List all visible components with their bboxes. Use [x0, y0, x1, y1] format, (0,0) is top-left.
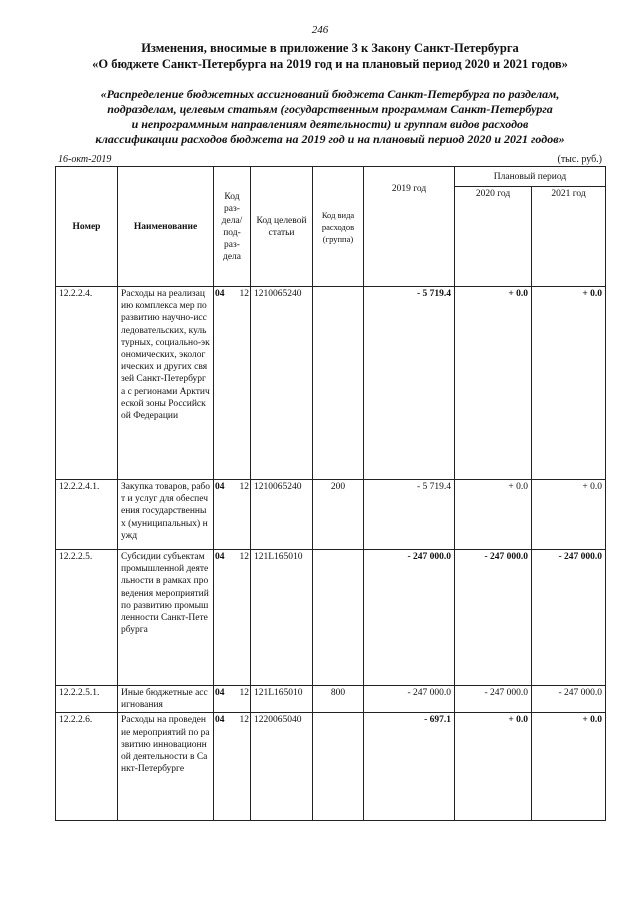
row-subsection-code: 12 — [239, 552, 249, 562]
row-name: Закупка товаров, работ и услуг для обеспечения государственных (муниципальных) нужд — [118, 480, 214, 550]
row-amount-2021: + 0.0 — [532, 480, 606, 550]
units-label: (тыс. руб.) — [557, 154, 602, 165]
row-amount-2019: - 697.1 — [364, 713, 455, 821]
row-amount-2020: - 247 000.0 — [455, 686, 532, 713]
header-section: Код раз-дела/под-раз-дела — [214, 167, 251, 287]
header-planned: Плановый период — [455, 167, 606, 187]
table-row — [56, 713, 606, 821]
row-amount-2021: - 247 000.0 — [532, 686, 606, 713]
row-number: 12.2.2.4. — [56, 287, 118, 480]
row-amount-2019: - 247 000.0 — [364, 550, 455, 686]
row-target-code: 1220065040 — [251, 713, 313, 821]
header-2020: 2020 год — [455, 187, 532, 287]
table-row — [56, 287, 606, 480]
title-line-1: Изменения, вносимые в приложение 3 к Закону Санкт-Петербурга — [141, 41, 519, 55]
row-number: 12.2.2.6. — [56, 713, 118, 821]
row-name: Иные бюджетные ассигнования — [118, 686, 214, 713]
row-section — [214, 713, 251, 821]
row-section — [214, 480, 251, 550]
subtitle-line-3: и непрограммным направлениям деятельности) и группам видов расходов — [131, 117, 529, 131]
row-amount-2021: - 247 000.0 — [532, 550, 606, 686]
header-row — [56, 167, 606, 187]
row-amount-2019: - 247 000.0 — [364, 686, 455, 713]
row-target-code: 1210065240 — [251, 287, 313, 480]
row-amount-2019: - 5 719.4 — [364, 287, 455, 480]
header-expense-type: Код вида расходов (группа) — [313, 167, 364, 287]
row-amount-2019: - 5 719.4 — [364, 480, 455, 550]
row-subsection-code: 12 — [239, 715, 249, 726]
row-section — [214, 287, 251, 480]
row-section-code: 04 — [215, 688, 225, 698]
subtitle-line-1: «Распределение бюджетных ассигнований бюджета Санкт-Петербурга по разделам, — [100, 87, 560, 101]
subtitle-line-4: классификации расходов бюджета на 2019 год и на плановый период 2020 и 2021 годов» — [95, 132, 565, 146]
budget-table — [55, 166, 606, 821]
row-subsection-code: 12 — [239, 688, 249, 698]
row-section — [214, 686, 251, 713]
row-section — [214, 550, 251, 686]
header-name: Наименование — [118, 167, 214, 287]
row-subsection-code: 12 — [239, 482, 249, 492]
row-amount-2020: + 0.0 — [455, 480, 532, 550]
row-section-code: 04 — [215, 715, 225, 726]
header-target: Код целевой статьи — [251, 167, 313, 287]
row-subsection-code: 12 — [239, 289, 249, 299]
row-target-code: 121L165010 — [251, 686, 313, 713]
row-expense-type: 200 — [313, 480, 364, 550]
document-subtitle — [40, 87, 620, 147]
row-expense-type — [313, 550, 364, 686]
title-line-2: «О бюджете Санкт-Петербурга на 2019 год и на плановый период 2020 и 2021 годов» — [92, 57, 568, 71]
row-name: Расходы на проведение мероприятий по развитию инновационной деятельности в Санкт-Петербурге — [118, 713, 214, 821]
table-row — [56, 480, 606, 550]
page-number: 246 — [311, 24, 329, 36]
header-2021: 2021 год — [532, 187, 606, 287]
header-2019: 2019 год — [364, 167, 455, 287]
row-expense-type — [313, 287, 364, 480]
row-amount-2021: + 0.0 — [532, 287, 606, 480]
row-number: 12.2.2.5.1. — [56, 686, 118, 713]
row-amount-2020: + 0.0 — [455, 713, 532, 821]
header-number: Номер — [56, 167, 118, 287]
row-expense-type — [313, 713, 364, 821]
row-section-code: 04 — [215, 289, 225, 299]
table-row — [56, 686, 606, 713]
row-number: 12.2.2.4.1. — [56, 480, 118, 550]
row-name: Субсидии субъектам промышленной деятельности в рамках проведения мероприятий по развитию промышленности Санкт-Петербурга — [118, 550, 214, 686]
row-target-code: 1210065240 — [251, 480, 313, 550]
document-title — [40, 40, 620, 72]
subtitle-line-2: подразделам, целевым статьям (государственным программам Санкт-Петербурга — [107, 102, 553, 116]
row-name: Расходы на реализацию комплекса мер по развитию научно-исследовательских, культурных, социально-экономических, экологических и других связей Санкт-Петербурга с регионами Арктической зоны Российской Федерации — [118, 287, 214, 480]
row-expense-type: 800 — [313, 686, 364, 713]
table-row — [56, 550, 606, 686]
row-amount-2020: - 247 000.0 — [455, 550, 532, 686]
row-number: 12.2.2.5. — [56, 550, 118, 686]
row-section-code: 04 — [215, 552, 225, 562]
row-amount-2020: + 0.0 — [455, 287, 532, 480]
row-amount-2021: + 0.0 — [532, 713, 606, 821]
row-section-code: 04 — [215, 482, 225, 492]
document-date: 16-окт-2019 — [58, 154, 112, 165]
row-target-code: 121L165010 — [251, 550, 313, 686]
